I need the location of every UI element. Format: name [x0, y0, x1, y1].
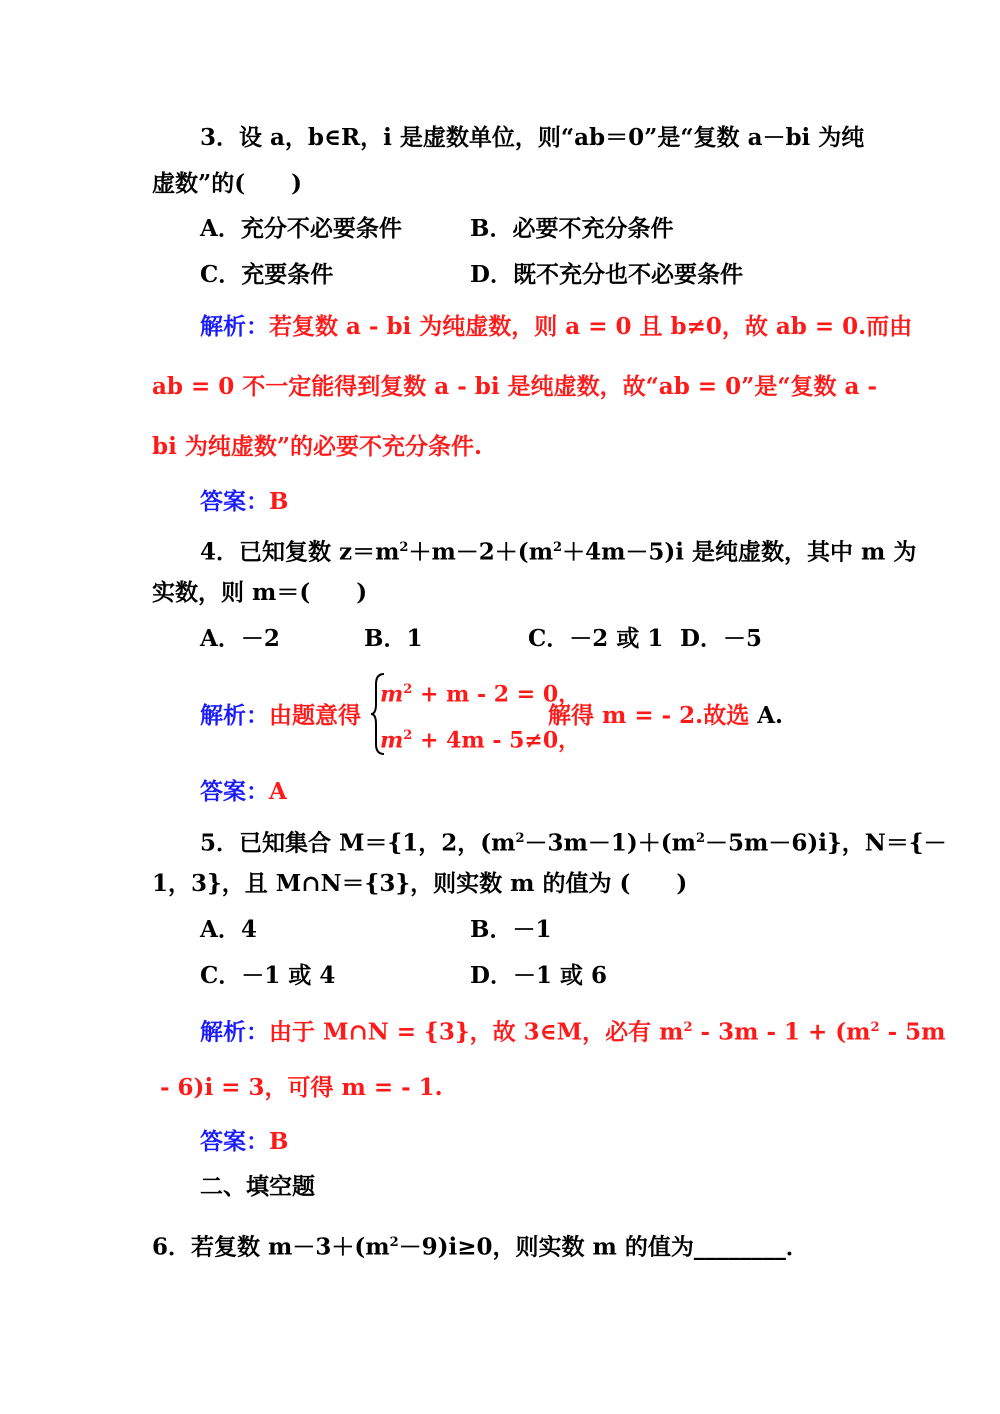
q5-analysis-text1b: - 3m - 1 + (m — [692, 1018, 871, 1046]
q3-analysis-text1: 若复数 a - bi 为纯虚数，则 a = 0 且 b≠0，故 ab = 0.而由 — [269, 313, 913, 340]
q5-analysis-text1c: - 5m — [879, 1018, 946, 1046]
q4-answer — [200, 777, 287, 807]
q5-analysis-text1a: 由于 M∩N = {3}，故 3∈M，必有 m — [269, 1018, 684, 1046]
q5-stem-line1 — [200, 824, 947, 859]
q3-answer — [200, 487, 288, 517]
q4-answer-label: 答案： — [200, 778, 269, 805]
q3-option-a: A．充分不必要条件 — [200, 215, 402, 242]
q4-stem-line1 — [200, 533, 916, 568]
q3-analysis-line1 — [200, 312, 912, 342]
q5-analysis-sup1: 2 — [683, 1020, 693, 1035]
q4-analysis-choice: A. — [749, 702, 784, 729]
q4-eq2-rest: + 4m - 5≠0， — [412, 727, 581, 754]
q4-analysis-pre: 由题意得 — [269, 702, 361, 729]
q5-stem-line2: 1，3}，且 M∩N＝{3}，则实数 m 的值为 ( ) — [152, 870, 688, 897]
q4-stem-part3: ＋4m－5)i 是纯虚数，其中 m 为 — [562, 538, 917, 566]
q5-stem-part2: －3m－1)＋(m — [524, 829, 696, 857]
q4-option-c: C．－2 或 1 — [528, 625, 664, 652]
q4-option-a: A．－2 — [200, 625, 280, 652]
q4-stem-line2: 实数，则 m＝( ) — [152, 579, 368, 606]
q3-stem-line2: 虚数”的( ) — [152, 170, 302, 197]
q4-stem-sup1: 2 — [399, 540, 409, 555]
q6-stem — [152, 1228, 809, 1263]
q5-analysis-line1 — [200, 1013, 945, 1048]
q6-stem-part2: －9)i≥0，则实数 m 的值为________． — [398, 1233, 809, 1261]
q4-eq1-rest: + m - 2 = 0， — [412, 681, 581, 708]
q5-stem-sup2: 2 — [696, 831, 706, 846]
q5-answer — [200, 1127, 288, 1157]
q5-analysis-label: 解析： — [200, 1018, 269, 1046]
q4-stem-part2: ＋m－2＋(m — [408, 538, 554, 566]
q3-option-b: B．必要不充分条件 — [470, 215, 674, 242]
q5-option-a: A．4 — [200, 916, 257, 943]
q5-answer-value: B — [269, 1128, 289, 1155]
q5-option-d: D．－1 或 6 — [470, 962, 607, 989]
q4-answer-value: A — [269, 778, 287, 805]
q3-option-d: D．既不充分也不必要条件 — [470, 261, 743, 288]
q4-stem-sup2: 2 — [553, 540, 563, 555]
q4-analysis-conclusion — [548, 701, 783, 731]
q5-analysis-line2: - 6)i = 3，可得 m = - 1. — [160, 1074, 443, 1101]
q4-eq1-var: m — [380, 681, 404, 708]
q5-stem-part1: 5．已知集合 M＝{1，2，(m — [200, 829, 516, 857]
q5-option-c: C．－1 或 4 — [200, 962, 336, 989]
q5-analysis-sup2: 2 — [870, 1020, 880, 1035]
q5-option-b: B．－1 — [470, 916, 552, 943]
q5-stem-part3: －5m－6)i}，N＝{－ — [705, 829, 947, 857]
q4-eq2-sup: 2 — [403, 728, 413, 743]
q4-analysis-post: 解得 m = - 2.故选 — [548, 702, 750, 729]
q3-stem-line1: 3．设 a，b∈R，i 是虚数单位，则“ab＝0”是“复数 a－bi 为纯 — [200, 124, 865, 151]
q4-eq2-var: m — [380, 727, 404, 754]
q3-answer-label: 答案： — [200, 488, 269, 515]
q6-stem-part1: 6．若复数 m－3＋(m — [152, 1233, 390, 1261]
q4-equation-system — [370, 672, 581, 756]
q3-analysis-line3: bi 为纯虚数”的必要不充分条件. — [152, 433, 483, 460]
q4-analysis-label: 解析： — [200, 702, 269, 729]
q6-stem-sup: 2 — [389, 1235, 399, 1250]
q3-analysis-label: 解析： — [200, 313, 269, 340]
q4-option-b: B．1 — [364, 625, 423, 652]
section-heading: 二、填空题 — [200, 1173, 315, 1200]
q4-eq1-sup: 2 — [403, 682, 413, 697]
q4-analysis-lead — [200, 701, 361, 731]
q5-answer-label: 答案： — [200, 1128, 269, 1155]
q3-analysis-line2: ab = 0 不一定能得到复数 a - bi 是纯虚数，故“ab = 0”是“复数 a - — [152, 373, 878, 400]
q4-option-d: D．－5 — [680, 625, 762, 652]
q4-stem-part1: 4．已知复数 z＝m — [200, 538, 400, 566]
q3-option-c: C．充要条件 — [200, 261, 334, 288]
q5-stem-sup1: 2 — [515, 831, 525, 846]
q3-answer-value: B — [269, 488, 289, 515]
